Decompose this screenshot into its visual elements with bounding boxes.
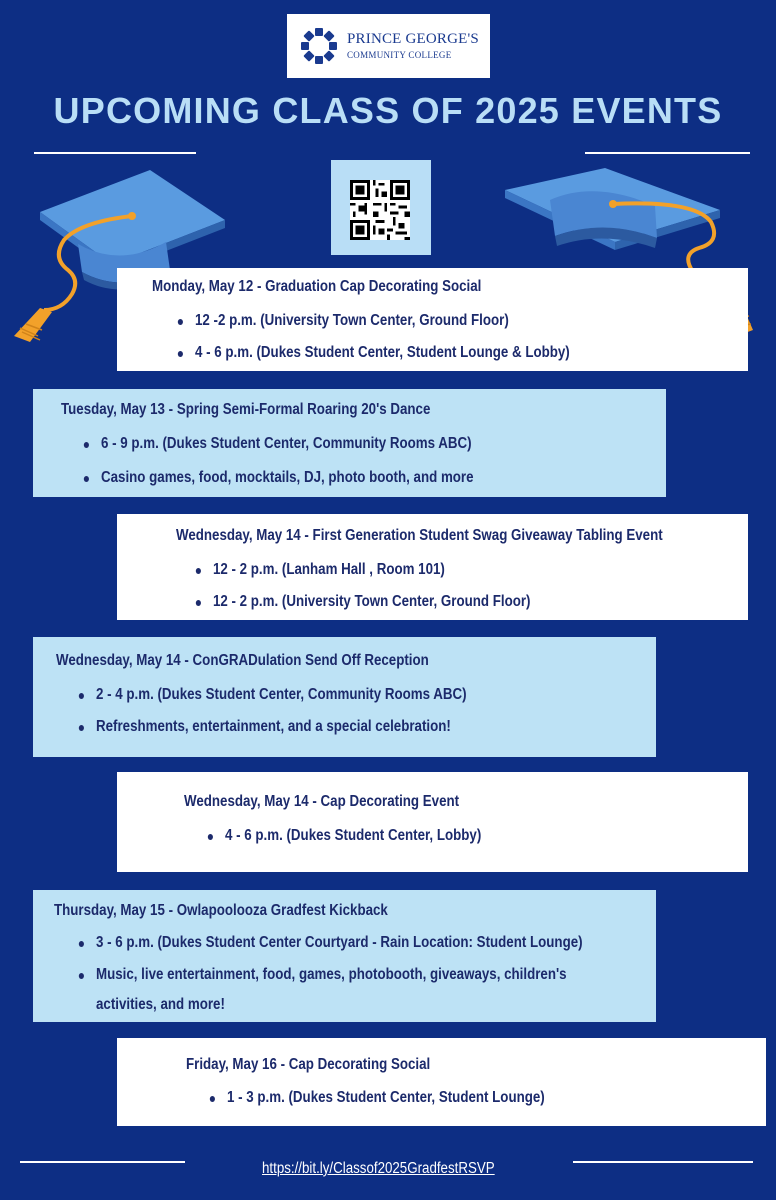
event-item: 4 - 6 p.m. (Dukes Student Center, Lobby) — [225, 827, 481, 845]
page-title: UPCOMING CLASS OF 2025 EVENTS — [53, 90, 723, 131]
event-card — [33, 637, 656, 757]
bullet-icon — [196, 568, 201, 574]
event-card — [117, 1038, 766, 1126]
rsvp-link[interactable]: https://bit.ly/Classof2025GradfestRSVP — [262, 1160, 495, 1177]
event-heading: Thursday, May 15 - Owlapoolooza Gradfest Kickback — [54, 902, 388, 919]
bullet-icon — [208, 834, 213, 840]
event-heading: Tuesday, May 13 - Spring Semi-Formal Roaring 20's Dance — [61, 401, 431, 418]
divider — [34, 152, 196, 154]
bullet-icon — [178, 351, 183, 357]
event-heading: Wednesday, May 14 - ConGRADulation Send Off Reception — [56, 652, 429, 669]
qr-code-frame — [331, 160, 431, 255]
event-card — [117, 772, 748, 872]
event-heading: Monday, May 12 - Graduation Cap Decorating Social — [152, 278, 482, 295]
event-item: 12 - 2 p.m. (University Town Center, Ground Floor) — [213, 593, 530, 611]
event-card — [33, 890, 656, 1022]
divider — [585, 152, 750, 154]
event-item: 12 - 2 p.m. (Lanham Hall , Room 101) — [213, 561, 445, 579]
bullet-icon — [79, 941, 84, 947]
divider — [20, 1161, 185, 1163]
college-logo — [287, 14, 490, 78]
event-item: 1 - 3 p.m. (Dukes Student Center, Student Lounge) — [227, 1089, 545, 1107]
qr-code-icon — [350, 180, 410, 240]
event-item: 3 - 6 p.m. (Dukes Student Center Courtyard - Rain Location: Student Lounge) — [96, 934, 583, 952]
event-item: Music, live entertainment, food, games, photobooth, giveaways, children's — [96, 966, 567, 984]
logo-line-2: COMMUNITY COLLEGE — [347, 50, 452, 60]
bullet-icon — [84, 476, 89, 482]
event-heading: Wednesday, May 14 - First Generation Student Swag Giveaway Tabling Event — [176, 527, 663, 544]
bullet-icon — [84, 442, 89, 448]
event-item: 12 -2 p.m. (University Town Center, Ground Floor) — [195, 312, 509, 330]
bullet-icon — [210, 1096, 215, 1102]
college-logo-icon — [299, 26, 339, 66]
bullet-icon — [178, 319, 183, 325]
bullet-icon — [79, 693, 84, 699]
event-item: 6 - 9 p.m. (Dukes Student Center, Community Rooms ABC) — [101, 435, 472, 453]
event-item-continued: activities, and more! — [96, 996, 225, 1013]
logo-line-1: PRINCE GEORGE'S — [347, 31, 479, 47]
event-heading: Friday, May 16 - Cap Decorating Social — [186, 1056, 431, 1073]
event-card — [117, 514, 748, 620]
event-card — [117, 268, 748, 371]
bullet-icon — [79, 725, 84, 731]
event-card — [33, 389, 666, 497]
event-item: Casino games, food, mocktails, DJ, photo booth, and more — [101, 469, 474, 487]
event-heading: Wednesday, May 14 - Cap Decorating Event — [184, 793, 460, 810]
bullet-icon — [79, 973, 84, 979]
event-item: 4 - 6 p.m. (Dukes Student Center, Student Lounge & Lobby) — [195, 344, 570, 362]
bullet-icon — [196, 600, 201, 606]
event-item: 2 - 4 p.m. (Dukes Student Center, Community Rooms ABC) — [96, 686, 467, 704]
divider — [573, 1161, 753, 1163]
event-item: Refreshments, entertainment, and a special celebration! — [96, 718, 451, 736]
